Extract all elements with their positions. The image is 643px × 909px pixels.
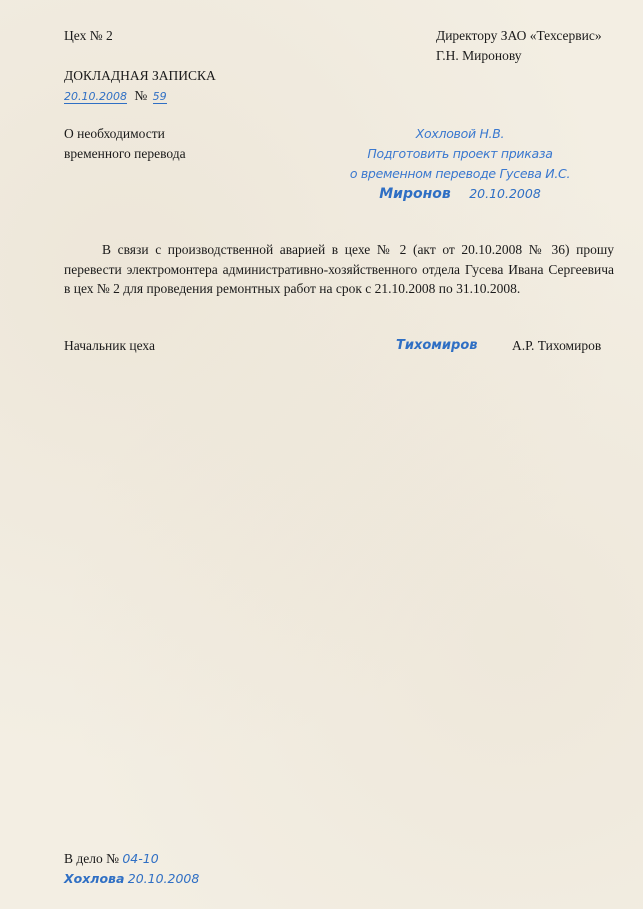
signoff-signature: Тихомиров <box>396 338 478 353</box>
resolution-instruction: Подготовить проект приказа <box>367 146 553 161</box>
signoff-name: А.Р. Тихомиров <box>512 338 602 353</box>
filing-date: 20.10.2008 <box>127 871 200 886</box>
resolution-signature: Миронов <box>379 186 451 202</box>
filing-clerk-signature: Хохлова <box>64 871 125 886</box>
number-label: № <box>134 88 148 103</box>
resolution-date: 20.10.2008 <box>469 186 541 201</box>
date-number-line <box>64 86 167 106</box>
resolution-subject: о временном переводе Гусева И.С. <box>349 166 571 181</box>
addressee-line2: Г.Н. Миронову <box>436 48 522 63</box>
resolution-addressee: Хохловой Н.В. <box>415 126 505 141</box>
filing-label: В дело № <box>64 851 119 866</box>
date-handwritten: 20.10.2008 <box>64 90 127 103</box>
subject-line2: временного перевода <box>64 146 186 161</box>
document-type: ДОКЛАДНАЯ ЗАПИСКА <box>64 68 216 83</box>
subject-line1: О необходимости <box>64 126 165 141</box>
department-label: Цех № 2 <box>64 28 113 43</box>
filing-line <box>64 849 159 868</box>
filing-clerk-line <box>64 869 199 888</box>
resolution-signature-line <box>340 184 580 204</box>
signoff-position: Начальник цеха <box>64 338 155 353</box>
filing-case-number: 04-10 <box>122 851 159 866</box>
number-handwritten: 59 <box>152 90 167 103</box>
body-paragraph: В связи с производственной аварией в цехе № 2 (акт от 20.10.2008 № 36) прошу перевести электромонтера административно-хозяйственного отдела Гусева Ивана Сергеевича в цех № 2 для проведения ремонтных работ на срок с 21.10.2008 по 31.10.2008. <box>64 242 614 296</box>
resolution-block <box>340 124 580 204</box>
addressee-line1: Директору ЗАО «Техсервис» <box>436 28 602 43</box>
